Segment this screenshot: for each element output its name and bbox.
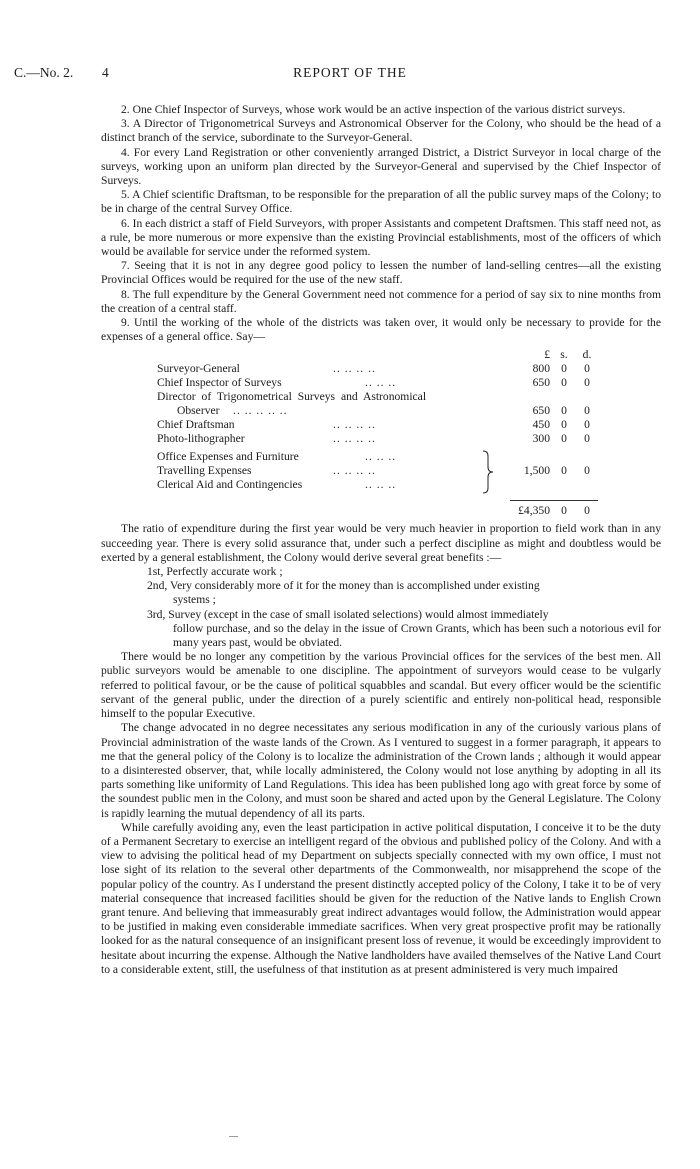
total-shillings: 0 <box>561 504 567 518</box>
benefit-number: 2nd, <box>147 579 168 593</box>
benefit-text: Perfectly accurate work ; <box>166 565 283 579</box>
table-row <box>177 404 288 418</box>
row-leaders: .. .. .. <box>365 376 397 390</box>
total-rule <box>510 500 598 501</box>
paragraph: There would be no longer any competition by the various Provincial offices for the services of the best men. All public surveyors would be amenable to one discipline. The appointment of surveyors would cease to be vulgarly referred to political favour, or be the cause of political squabbles and scandal. But every officer would be the scientific servant of the general public, under the direction of a purely scientific and entirely non-political head, responsible himself to the popular Executive. <box>101 650 661 721</box>
row-label: Clerical Aid and Contingencies <box>157 478 303 492</box>
column-header-pounds: £ <box>544 348 550 362</box>
row-label: Photo-lithographer <box>157 432 245 446</box>
column-header-pence: d. <box>582 348 592 362</box>
footer-mark <box>229 1136 238 1137</box>
row-leaders: .. .. .. .. .. <box>233 404 288 418</box>
row-pounds: 800 <box>532 362 550 376</box>
row-leaders: .. .. .. .. <box>333 464 376 478</box>
document-reference: C.—No. 2. <box>14 65 74 80</box>
benefit-text: Survey (except in the case of small isolated selections) would almost immediately <box>168 607 549 621</box>
row-leaders: .. .. .. .. <box>333 432 376 446</box>
paragraph: While carefully avoiding any, even the least participation in active political disputation, I conceive it to be the duty of a Permanent Secretary to exercise an intelligent regard of the obvious and published policy of the Colony. And with a view to advising the political head of my Department on subjects specially connected with my own office, I must not lose sight of its relation to the several other departments of the Commonwealth, nor misapprehend the scope of the popular policy of the country. As I understand the present distinctly accepted policy of the Colony, I take it to be of very material consequence that increased facilities should be given for the reduction of the Native lands to English Crown grant tenure. And believing that immeasurably great indirect advantages would follow, the Administration would appear to be justified in making even considerable immediate sacrifices. When very great prospective profit may be rationally looked for as the natural consequence of an insignificant present loss of revenue, it would be exceedingly improvident to hesitate about incurring the expense. Although the Native landholders have availed themselves of the Native Land Court to a considerable extent, still, the usefulness of that institution as at present administered is very much impaired <box>101 820 661 976</box>
row-leaders: .. .. .. <box>365 478 397 492</box>
table-row <box>157 464 376 478</box>
paragraph: 4. For every Land Registration or other conveniently arranged District, a District Surveyor in local charge of the surveys, working upon an uniform plan directed by the Surveyor-General and supervised by the Chief Inspector of Surveys. <box>101 145 661 188</box>
paragraph: 3. A Director of Trigonometrical Surveys and Astronomical Observer for the Colony, who should be the head of a distinct branch of the service, subordinate to the Surveyor-General. <box>101 117 661 145</box>
row-pounds: 450 <box>532 418 550 432</box>
row-leaders: .. .. .. .. <box>333 418 376 432</box>
paragraph: 7. Seeing that it is not in any degree good policy to lessen the number of land-selling centres—all the existing Provincial Offices would be required for the use of the new staff. <box>101 259 661 287</box>
benefit-item <box>101 565 661 579</box>
row-leaders: .. .. .. <box>365 450 397 464</box>
benefit-item <box>101 579 661 607</box>
row-pence: 0 <box>584 418 590 432</box>
row-pounds: 650 <box>532 404 550 418</box>
grouped-pence: 0 <box>584 464 590 478</box>
benefit-continuation: follow purchase, and so the delay in the issue of Crown Grants, which has been such a notorious evil for many years past, would be obviated. <box>173 621 661 650</box>
row-pence: 0 <box>584 376 590 390</box>
table-row <box>157 418 376 432</box>
row-shillings: 0 <box>561 404 567 418</box>
grouped-pounds: 1,500 <box>523 464 550 478</box>
row-shillings: 0 <box>561 432 567 446</box>
row-leaders: .. .. .. .. <box>333 362 376 376</box>
table-row <box>157 432 376 446</box>
row-pounds: 300 <box>532 432 550 446</box>
row-label: Surveyor-General <box>157 362 240 376</box>
grouping-brace <box>481 450 495 494</box>
paragraph: 9. Until the working of the whole of the districts was taken over, it would only be necessary to provide for the expenses of a general office. Say— <box>101 316 661 344</box>
paragraph: 5. A Chief scientific Draftsman, to be responsible for the preparation of all the public survey maps of the Colony; to be in charge of the central Survey Office. <box>101 188 661 216</box>
page-number: 4 <box>102 65 109 80</box>
running-title: REPORT OF THE <box>293 65 407 80</box>
row-label: Chief Draftsman <box>157 418 235 432</box>
row-label: Director of Trigonometrical Surveys and Astronomical <box>157 390 427 404</box>
row-pounds: 650 <box>532 376 550 390</box>
table-row <box>157 376 397 390</box>
table-row <box>157 450 397 464</box>
row-label: Office Expenses and Furniture <box>157 450 299 464</box>
row-label: Chief Inspector of Surveys <box>157 376 282 390</box>
row-label: Travelling Expenses <box>157 464 252 478</box>
benefit-item <box>101 608 661 651</box>
total-pence: 0 <box>584 504 590 518</box>
total-pounds: £4,350 <box>518 504 550 518</box>
benefit-number: 1st, <box>147 565 164 579</box>
grouped-shillings: 0 <box>561 464 567 478</box>
row-shillings: 0 <box>561 376 567 390</box>
benefit-continuation: systems ; <box>173 593 216 607</box>
page-header <box>14 66 686 84</box>
paragraph: 8. The full expenditure by the General Government need not commence for a period of say six to nine months from the creation of a central staff. <box>101 287 661 315</box>
paragraph: 2. One Chief Inspector of Surveys, whose work would be an active inspection of the various district surveys. <box>121 103 626 116</box>
paragraph: 6. In each district a staff of Field Surveyors, with proper Assistants and competent Draftsmen. This staff need not, as a rule, be more numerous or more expensive than the existing Provincial establishments, most of the officers of which would be available for service under the reformed system. <box>101 216 661 259</box>
document-body <box>101 103 661 977</box>
column-header-shillings: s. <box>560 348 568 362</box>
row-pence: 0 <box>584 362 590 376</box>
paragraph: The change advocated in no degree necessitates any serious modification in any of the curiously various plans of Provincial administration of the waste lands of the Crown. As I ventured to suggest in a former paragraph, it appears to me that the general policy of the Colony is to localize the administration of the Crown lands ; although it would appear to a disinterested observer, that, while locally administered, the Colony would not lose anything by adopting in all its parts something like uniformity of Land Regulations. This idea has been published long ago with great force by some of the soundest public men in the Colony, and must soon be shared and acted upon by the General Legislature. The Colony is rapidly learning the mutual dependency of all its parts. <box>101 721 661 820</box>
benefit-number: 3rd, <box>147 607 166 621</box>
row-pence: 0 <box>584 432 590 446</box>
table-row <box>157 478 397 492</box>
expenses-table <box>101 346 661 520</box>
paragraph: The ratio of expenditure during the first year would be very much heavier in proportion to field work than in any succeeding year. There is every solid assurance that, under such a perfect discipline as might and doubtless would be exerted by a general establishment, the Colony would derive several great benefits :— <box>101 522 661 564</box>
row-shillings: 0 <box>561 418 567 432</box>
row-label: Observer <box>177 404 220 418</box>
row-pence: 0 <box>584 404 590 418</box>
table-row <box>157 362 376 376</box>
table-row <box>157 390 426 404</box>
benefit-text: Very considerably more of it for the money than is accomplished under existing <box>170 579 540 593</box>
row-shillings: 0 <box>561 362 567 376</box>
